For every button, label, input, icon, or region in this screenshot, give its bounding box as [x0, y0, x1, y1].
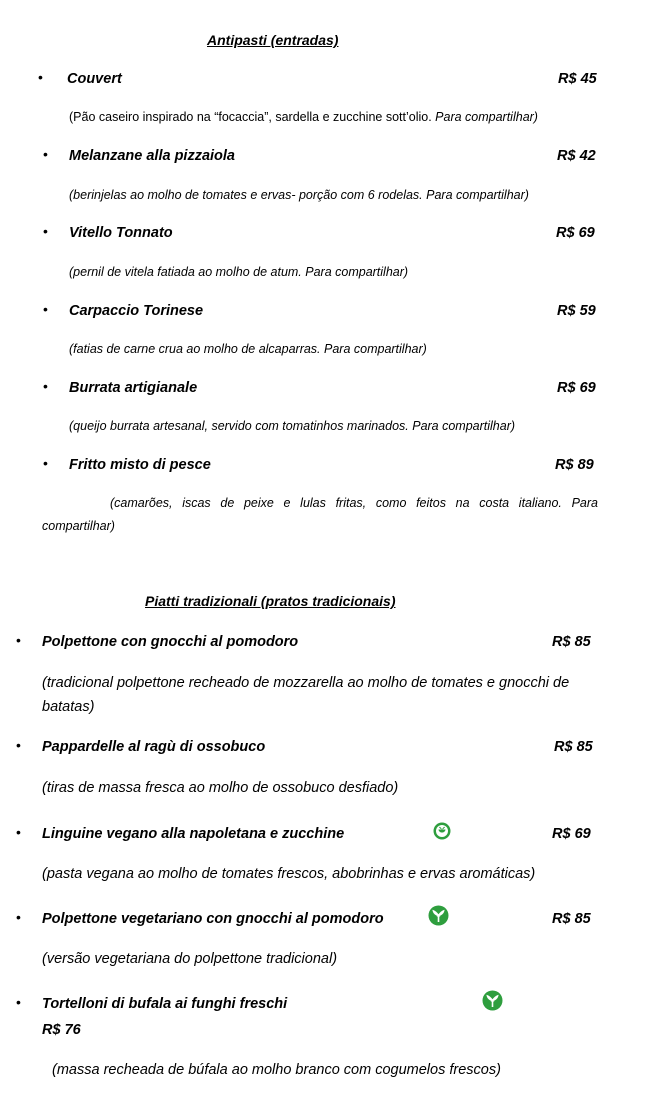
dish-description: (fatias de carne crua ao molho de alcaparras. Para compartilhar)	[69, 342, 427, 356]
dish-name: Linguine vegano alla napoletana e zucchine	[42, 826, 345, 842]
dish-price: R$ 69	[556, 225, 595, 241]
dish-price: R$ 42	[557, 148, 596, 164]
dish-description-line2: compartilhar)	[42, 519, 115, 533]
bullet: •	[16, 994, 21, 1010]
bullet: •	[16, 737, 21, 753]
dish-price: R$ 59	[557, 303, 596, 319]
section-title-piatti: Piatti tradizionali (pratos tradicionais)	[145, 593, 396, 609]
dish-name: Tortelloni di bufala ai funghi freschi	[42, 996, 288, 1012]
dish-price: R$ 69	[557, 380, 596, 396]
section-title-antipasti: Antipasti (entradas)	[207, 32, 339, 48]
bullet: •	[16, 632, 21, 648]
dish-name: Fritto misto di pesce	[69, 457, 211, 473]
dish-description: (berinjelas ao molho de tomates e ervas- porção com 6 rodelas. Para compartilhar)	[69, 188, 529, 202]
description-text: (Pão caseiro inspirado na “focaccia”, sardella e zucchine sott’olio.	[69, 110, 436, 124]
dish-price: R$ 89	[555, 457, 594, 473]
dish-name: Couvert	[67, 71, 122, 87]
dish-price: R$ 76	[42, 1022, 81, 1038]
dish-name: Carpaccio Torinese	[69, 303, 204, 319]
bullet: •	[43, 146, 48, 162]
dish-description: (pernil de vitela fatiada ao molho de atum. Para compartilhar)	[69, 265, 409, 279]
dish-price: R$ 69	[552, 826, 591, 842]
vegetarian-icon	[482, 990, 503, 1011]
dish-name: Melanzane alla pizzaiola	[69, 148, 235, 164]
dish-price: R$ 85	[554, 739, 593, 755]
dish-description: (queijo burrata artesanal, servido com tomatinhos marinados. Para compartilhar)	[69, 419, 516, 433]
description-note: Para compartilhar)	[435, 110, 538, 124]
dish-name: Polpettone con gnocchi al pomodoro	[42, 634, 299, 650]
dish-description: (pasta vegana ao molho de tomates frescos, abobrinhas e ervas aromáticas)	[42, 866, 536, 882]
bullet: •	[16, 824, 21, 840]
dish-name: Pappardelle al ragù di ossobuco	[42, 739, 266, 755]
bullet: •	[16, 909, 21, 925]
dish-name: Polpettone vegetariano con gnocchi al pomodoro	[42, 911, 384, 927]
dish-name: Vitello Tonnato	[69, 225, 173, 241]
dish-description-line1: (camarões, iscas de peixe e lulas fritas, como feitos na costa italiano. Para	[110, 496, 598, 510]
vegetarian-icon	[428, 905, 449, 926]
bullet: •	[38, 69, 43, 85]
bullet: •	[43, 455, 48, 471]
dish-description: (versão vegetariana do polpettone tradicional)	[42, 951, 338, 967]
bullet: •	[43, 378, 48, 394]
dish-description: (tiras de massa fresca ao molho de ossobuco desfiado)	[42, 780, 399, 796]
dish-name: Burrata artigianale	[69, 380, 198, 396]
vegan-icon	[432, 821, 452, 841]
dish-description	[69, 110, 538, 124]
dish-description: (tradicional polpettone recheado de mozzarella ao molho de tomates e gnocchi de batatas)	[42, 675, 570, 715]
bullet: •	[43, 301, 48, 317]
dish-price: R$ 45	[558, 71, 597, 87]
bullet: •	[43, 223, 48, 239]
dish-price: R$ 85	[552, 911, 591, 927]
dish-price: R$ 85	[552, 634, 591, 650]
dish-description: (massa recheada de búfala ao molho branco com cogumelos frescos)	[52, 1062, 501, 1078]
